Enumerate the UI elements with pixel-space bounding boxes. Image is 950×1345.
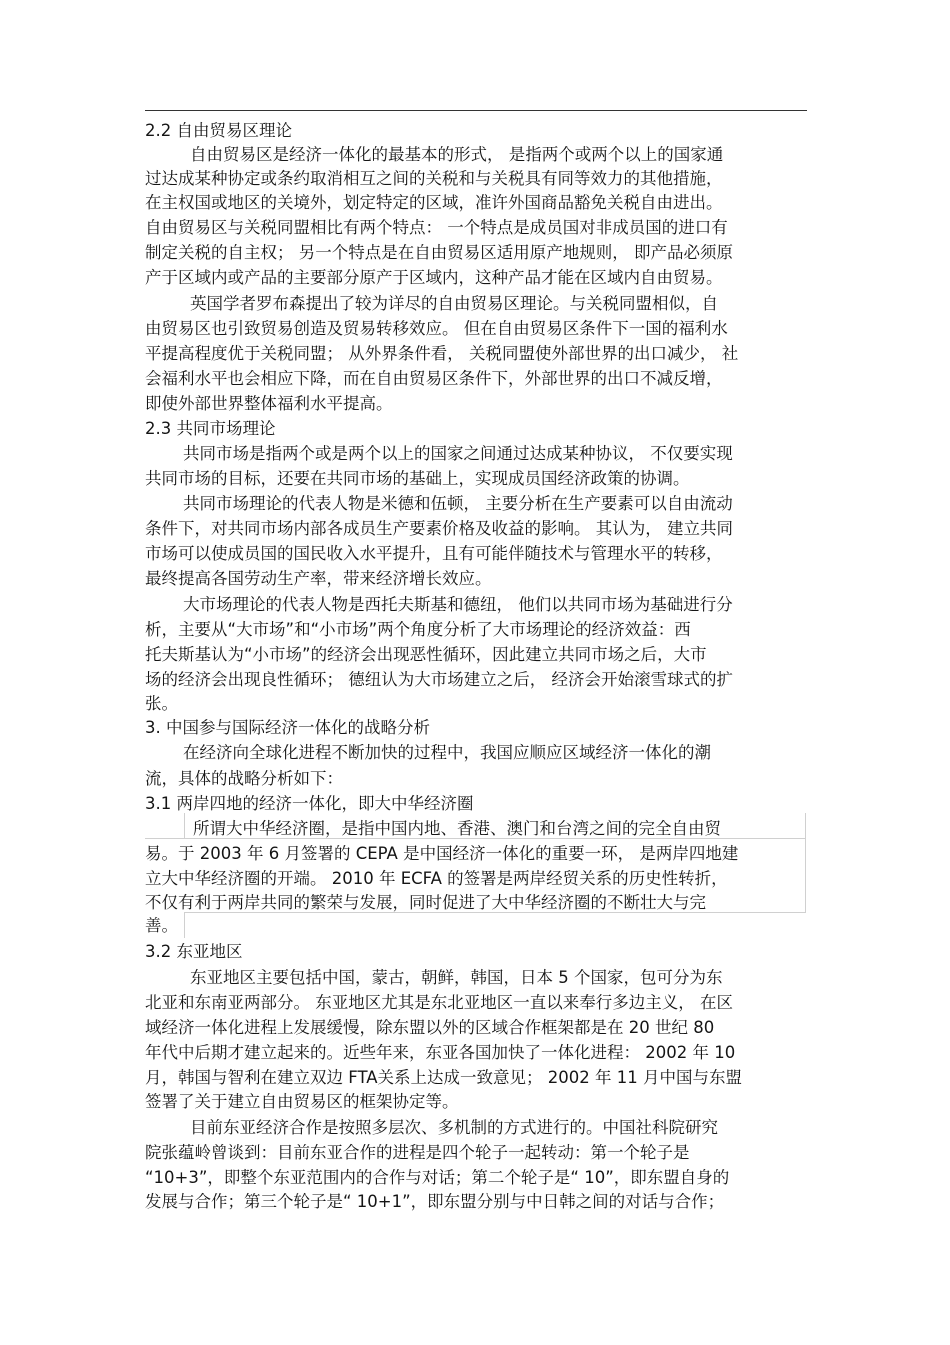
paragraph-line: 大市场理论的代表人物是西托夫斯基和德纽， 他们以共同市场为基础进行分 — [183, 595, 733, 614]
paragraph-line: 东亚地区主要包括中国，蒙古，朝鲜，韩国，日本 5 个国家，包可分为东 — [190, 968, 723, 987]
paragraph-line: 在主权国或地区的关境外，划定特定的区域，准许外国商品豁免关税自由进出。 — [145, 193, 723, 212]
section-heading-2-3: 2.3 共同市场理论 — [145, 419, 276, 438]
paragraph-line: 不仅有利于两岸共同的繁荣与发展，同时促进了大中华经济圈的不断壮大与完 — [145, 893, 706, 912]
paragraph-line: 产于区域内或产品的主要部分原产于区域内，这种产品才能在区域内自由贸易。 — [145, 268, 723, 287]
paragraph-line: 由贸易区也引致贸易创造及贸易转移效应。 但在自由贸易区条件下一国的福利水 — [145, 319, 728, 338]
paragraph-line: 北亚和东南亚两部分。 东亚地区尤其是东北亚地区一直以来奉行多边主义， 在区 — [145, 993, 733, 1012]
paragraph-line: 易。于 2003 年 6 月签署的 CEPA 是中国经济一体化的重要一环， 是两岸四地建 — [145, 844, 739, 863]
paragraph-line: 制定关税的自主权； 另一个特点是在自由贸易区适用原产地规则， 即产品必须原 — [145, 243, 733, 262]
paragraph-line: 会福利水平也会相应下降，而在自由贸易区条件下，外部世界的出口不减反增， — [145, 369, 723, 388]
paragraph-line: 场的经济会出现良性循环； 德纽认为大市场建立之后， 经济会开始滚雪球式的扩 — [145, 670, 733, 689]
paragraph-line: 目前东亚经济合作是按照多层次、多机制的方式进行的。中国社科院研究 — [190, 1118, 718, 1137]
paragraph-line: 善。 — [145, 916, 178, 935]
paragraph-line: 共同市场是指两个或是两个以上的国家之间通过达成某种协议， 不仅要实现 — [183, 444, 733, 463]
paragraph-line: 条件下，对共同市场内部各成员生产要素价格及收益的影响。 其认为， 建立共同 — [145, 519, 733, 538]
section-heading-2-2: 2.2 自由贸易区理论 — [145, 121, 292, 140]
paragraph-line: 英国学者罗布森提出了较为详尽的自由贸易区理论。与关税同盟相似，自 — [190, 294, 718, 313]
paragraph-line: 域经济一体化进程上发展缓慢，除东盟以外的区域合作框架都是在 20 世纪 80 — [145, 1018, 715, 1037]
paragraph-line: 共同市场理论的代表人物是米德和伍顿， 主要分析在生产要素可以自由流动 — [183, 494, 733, 513]
frame-line-left-lower — [184, 912, 185, 938]
section-heading-3-1: 3.1 两岸四地的经济一体化，即大中华经济圈 — [145, 794, 474, 813]
paragraph-line: 最终提高各国劳动生产率，带来经济增长效应。 — [145, 569, 492, 588]
paragraph-line: 市场可以使成员国的国民收入水平提升，且有可能伴随技术与管理水平的转移， — [145, 544, 723, 563]
paragraph-line: 过达成某种协定或条约取消相互之间的关税和与关税具有同等效力的其他措施， — [145, 169, 723, 188]
paragraph-line: 在经济向全球化进程不断加快的过程中，我国应顺应区域经济一体化的潮 — [183, 743, 711, 762]
paragraph-line: 发展与合作；第三个轮子是“ 10+1”，即东盟分别与中日韩之间的对话与合作； — [145, 1192, 725, 1211]
section-heading-3-2: 3.2 东亚地区 — [145, 942, 243, 961]
section-heading-3: 3. 中国参与国际经济一体化的战略分析 — [145, 718, 430, 737]
paragraph-line: 平提高程度优于关税同盟； 从外界条件看， 关税同盟使外部世界的出口减少， 社 — [145, 344, 739, 363]
paragraph-line: 即使外部世界整体福利水平提高。 — [145, 394, 393, 413]
paragraph-line: 托夫斯基认为“小市场”的经济会出现恶性循环，因此建立共同市场之后，大市 — [145, 645, 707, 664]
paragraph-line: 院张蕴岭曾谈到：目前东亚合作的进程是四个轮子一起转动：第一个轮子是 — [145, 1143, 690, 1162]
paragraph-line: 年代中后期才建立起来的。近些年来，东亚各国加快了一体化进程： 2002 年 10 — [145, 1043, 736, 1062]
paragraph-line: 共同市场的目标，还要在共同市场的基础上，实现成员国经济政策的协调。 — [145, 469, 690, 488]
paragraph-line: 月，韩国与智利在建立双边 FTA关系上达成一致意见； 2002 年 11 月中国与东盟 — [145, 1068, 742, 1087]
paragraph-line: “10+3”，即整个东亚范围内的合作与对话；第二个轮子是“ 10”，即东盟自身的 — [145, 1168, 730, 1187]
paragraph-line: 所谓大中华经济圈，是指中国内地、香港、澳门和台湾之间的完全自由贸 — [193, 819, 721, 838]
paragraph-line: 析，主要从“大市场”和“小市场”两个角度分析了大市场理论的经济效益：西 — [145, 620, 691, 639]
paragraph-line: 签署了关于建立自由贸易区的框架协定等。 — [145, 1092, 459, 1111]
frame-line-right — [805, 813, 806, 913]
paragraph-line: 流，具体的战略分析如下： — [145, 769, 343, 788]
paragraph-line: 立大中华经济圈的开端。 2010 年 ECFA 的签署是两岸经贸关系的历史性转折， — [145, 869, 728, 888]
paragraph-line: 张。 — [145, 694, 178, 713]
header-rule — [145, 110, 807, 111]
paragraph-line: 自由贸易区是经济一体化的最基本的形式， 是指两个或两个以上的国家通 — [190, 145, 724, 164]
frame-line-left-upper — [184, 813, 185, 838]
paragraph-line: 自由贸易区与关税同盟相比有两个特点： 一个特点是成员国对非成员国的进口有 — [145, 218, 728, 237]
